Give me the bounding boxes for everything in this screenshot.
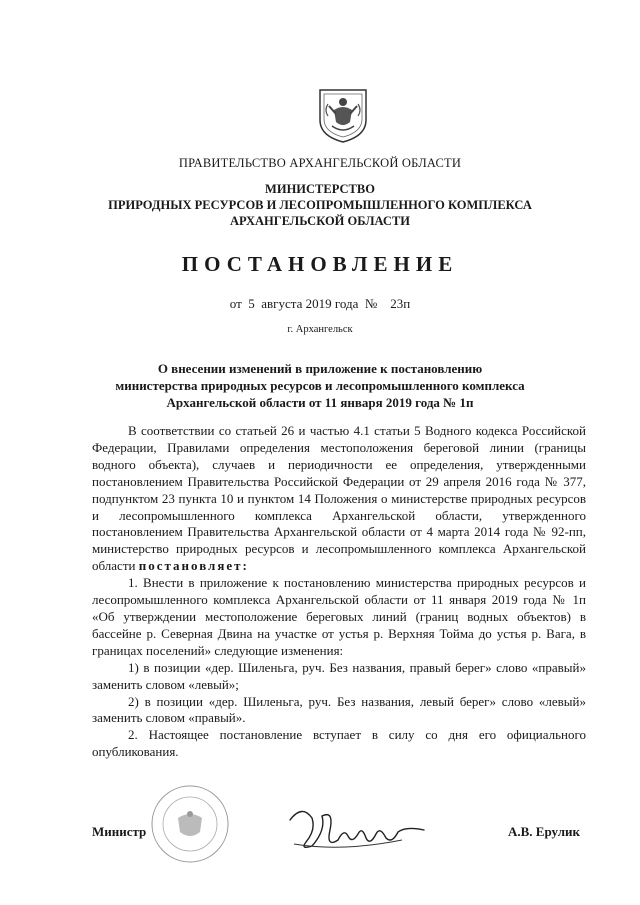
- ministry-line: ПРИРОДНЫХ РЕСУРСОВ И ЛЕСОПРОМЫШЛЕННОГО КОМПЛЕКСА: [108, 198, 532, 212]
- ministry-line: АРХАНГЕЛЬСКОЙ ОБЛАСТИ: [230, 214, 410, 228]
- item-1-paragraph: 1. Внести в приложение к постановлению министерства природных ресурсов и лесопромышленного комплекса Архангельской области от 11 января 2019 года № 1п «Об утверждении местоположение береговых линий (границ водных объектов) в бассейне р. Северная Двина на участке от устья р. Верхняя Тойма до устья р. Вага, в границах поселений» следующие изменения:: [92, 575, 586, 658]
- coat-of-arms-emblem: [316, 86, 370, 144]
- ministry-line: МИНИСТЕРСТВО: [265, 182, 375, 196]
- ministry-heading: [0, 181, 640, 229]
- document-date-number: от 5 августа 2019 года № 23п: [229, 296, 411, 311]
- preamble-text: В соответствии со статьей 26 и частью 4.1 статьи 5 Водного кодекса Российской Федерации, Правилами определения местоположения береговой линии (границы водного объекта), случаев и периодичности ее определения, утвержденными постановлением Правительства Российской Федерации от 29 апреля 2016 года № 377, подпунктом 23 пункта 10 и пунктом 14 Положения о министерстве природных ресурсов и лесопромышленного комплекса Архангельской области, утвержденного постановлением Правительства Архангельской области от 4 марта 2014 года № 92-пп, министерство природных ресурсов и лесопромышленного комплекса Архангельской области: [92, 423, 586, 574]
- document-body: [92, 423, 586, 761]
- item-2-paragraph: 2. Настоящее постановление вступает в силу со дня его официального опубликования.: [92, 727, 586, 760]
- subject-line: О внесении изменений в приложение к постановлению: [157, 361, 483, 376]
- signatory-position: Министр: [92, 824, 147, 839]
- subject-line: Архангельской области от 11 января 2019 года № 1п: [166, 395, 474, 410]
- handwritten-signature: [282, 800, 432, 860]
- document-city: г. Архангельск: [287, 324, 353, 335]
- document-type-title: ПОСТАНОВЛЕНИЕ: [181, 252, 459, 276]
- resolves-keyword: постановляет:: [138, 558, 249, 574]
- subject-line: министерства природных ресурсов и лесопромышленного комплекса: [115, 378, 525, 393]
- signatory-name: А.В. Ерулик: [508, 824, 580, 839]
- preamble-paragraph: [92, 423, 586, 575]
- official-stamp: [148, 782, 232, 866]
- government-heading: ПРАВИТЕЛЬСТВО АРХАНГЕЛЬСКОЙ ОБЛАСТИ: [178, 156, 462, 170]
- document-subject: [0, 360, 640, 411]
- item-1-1-paragraph: 1) в позиции «дер. Шиленьга, руч. Без названия, правый берег» слово «правый» заменить словом «левый»;: [92, 659, 586, 692]
- item-1-2-paragraph: 2) в позиции «дер. Шиленьга, руч. Без названия, левый берег» слово «левый» заменить словом «правый».: [92, 693, 586, 726]
